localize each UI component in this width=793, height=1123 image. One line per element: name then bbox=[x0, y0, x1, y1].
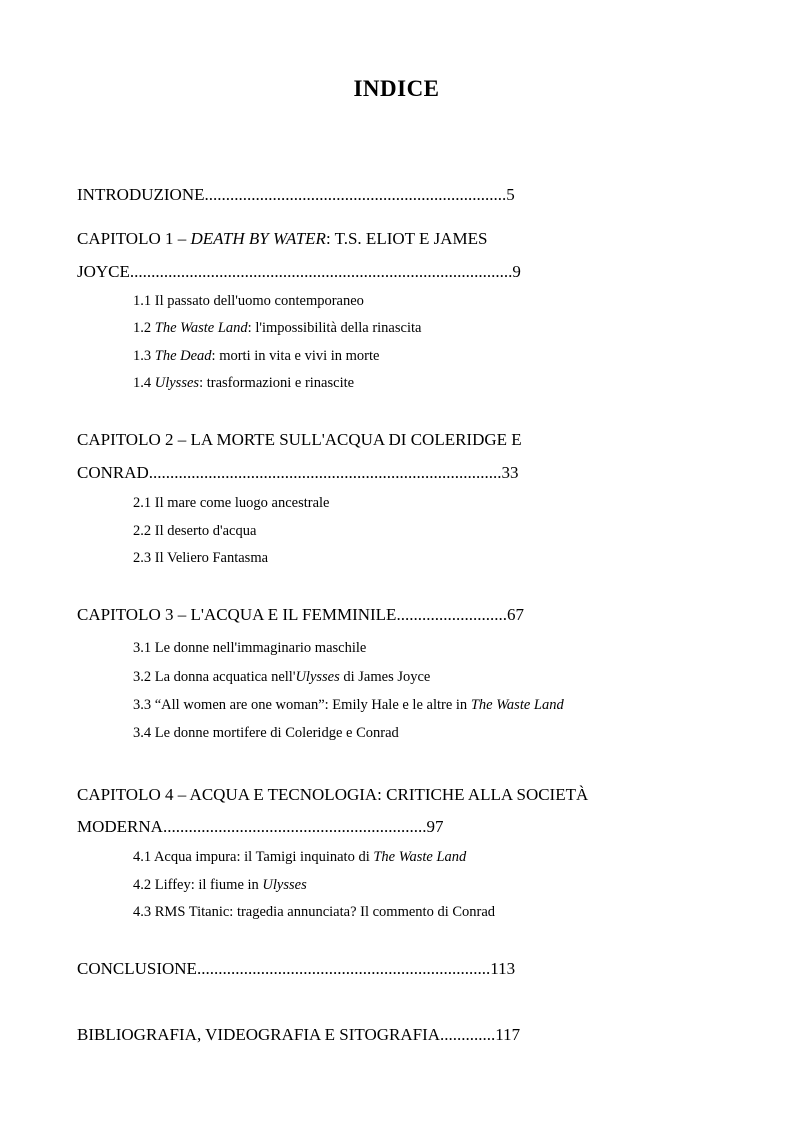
toc-entry-conclusione[interactable] bbox=[77, 959, 515, 979]
subentry-text: 1.4 bbox=[133, 375, 155, 391]
leader-dots: .......................................................................................... bbox=[129, 262, 513, 281]
page-number: 9 bbox=[512, 262, 521, 281]
page-number: 5 bbox=[506, 185, 515, 204]
subentry-text: : l'impossibilità della rinascita bbox=[247, 320, 422, 336]
entry-label: CAPITOLO 3 – L'ACQUA E IL FEMMINILE bbox=[77, 605, 397, 624]
subentry-text: 3.1 Le donne nell'immaginario maschile bbox=[133, 640, 367, 656]
toc-subentry-1-1[interactable] bbox=[133, 292, 364, 310]
toc-subentry-4-1[interactable] bbox=[133, 848, 466, 866]
toc-subentry-3-4[interactable] bbox=[133, 724, 399, 742]
toc-subentry-3-2[interactable] bbox=[133, 668, 430, 686]
subentry-italic: The Waste Land bbox=[154, 320, 248, 336]
leader-dots: ................................................................................... bbox=[148, 463, 502, 482]
leader-dots: .......................... bbox=[396, 605, 507, 624]
entry-label: BIBLIOGRAFIA, VIDEOGRAFIA E SITOGRAFIA bbox=[77, 1025, 441, 1044]
subentry-text: 4.3 RMS Titanic: tragedia annunciata? Il commento di Conrad bbox=[133, 904, 496, 920]
toc-entry-chapter-2-cont[interactable] bbox=[77, 463, 519, 483]
page-number: 113 bbox=[490, 959, 516, 978]
entry-label: JOYCE bbox=[77, 262, 130, 281]
toc-subentry-2-3[interactable] bbox=[133, 549, 268, 567]
subentry-italic: The Dead bbox=[154, 348, 212, 364]
subentry-text: 2.3 Il Veliero Fantasma bbox=[133, 550, 269, 566]
toc-subentry-1-3[interactable] bbox=[133, 347, 379, 365]
toc-subentry-4-2[interactable] bbox=[133, 876, 307, 894]
leader-dots: .............................................................. bbox=[162, 817, 427, 836]
toc-entry-chapter-1-cont[interactable] bbox=[77, 262, 521, 282]
subentry-text: 3.3 “All women are one woman”: Emily Hale e le altre in bbox=[133, 697, 471, 713]
toc-entry-bibliografia[interactable] bbox=[77, 1025, 520, 1045]
entry-label: MODERNA bbox=[77, 817, 163, 836]
entry-label: INTRODUZIONE bbox=[77, 185, 205, 204]
toc-subentry-2-1[interactable] bbox=[133, 494, 329, 512]
entry-label-italic: DEATH BY WATER bbox=[190, 229, 326, 248]
entry-label: CAPITOLO 4 – ACQUA E TECNOLOGIA: CRITICHE ALLA SOCIETÀ bbox=[77, 785, 589, 804]
entry-label: : T.S. ELIOT E JAMES bbox=[325, 229, 488, 248]
toc-entry-chapter-4-cont[interactable] bbox=[77, 817, 443, 837]
page-title: INDICE bbox=[353, 76, 440, 101]
subentry-text: 4.2 Liffey: il fiume in bbox=[133, 877, 263, 893]
toc-subentry-1-2[interactable] bbox=[133, 319, 421, 337]
subentry-italic: Ulysses bbox=[154, 375, 200, 391]
subentry-text: 1.3 bbox=[133, 348, 155, 364]
leader-dots: ............. bbox=[440, 1025, 496, 1044]
toc-subentry-2-2[interactable] bbox=[133, 522, 256, 540]
toc-entry-chapter-4[interactable] bbox=[77, 785, 588, 805]
subentry-text: 2.2 Il deserto d'acqua bbox=[133, 523, 257, 539]
subentry-text: 3.2 La donna acquatica nell' bbox=[133, 669, 296, 685]
toc-subentry-1-4[interactable] bbox=[133, 374, 354, 392]
page-number: 97 bbox=[426, 817, 444, 836]
entry-label: CONRAD bbox=[77, 463, 149, 482]
page-number: 67 bbox=[506, 605, 524, 624]
subentry-text: 1.2 bbox=[133, 320, 155, 336]
subentry-italic: The Waste Land bbox=[373, 849, 467, 865]
leader-dots: ..................................................................... bbox=[196, 959, 491, 978]
toc-entry-chapter-3[interactable] bbox=[77, 605, 524, 625]
page-number: 33 bbox=[501, 463, 519, 482]
subentry-text: 4.1 Acqua impura: il Tamigi inquinato di bbox=[133, 849, 374, 865]
toc-subentry-3-3[interactable] bbox=[133, 696, 564, 714]
leader-dots: ....................................................................... bbox=[204, 185, 507, 204]
subentry-text: : morti in vita e vivi in morte bbox=[211, 348, 380, 364]
toc-subentry-3-1[interactable] bbox=[133, 639, 366, 657]
toc-subentry-4-3[interactable] bbox=[133, 903, 495, 921]
entry-label: CAPITOLO 1 – bbox=[77, 229, 191, 248]
subentry-italic: Ulysses bbox=[262, 877, 307, 893]
subentry-text: 1.1 Il passato dell'uomo contemporaneo bbox=[133, 293, 364, 309]
subentry-text: 2.1 Il mare come luogo ancestrale bbox=[133, 495, 330, 511]
toc-entry-chapter-2[interactable] bbox=[77, 430, 522, 450]
entry-label: CAPITOLO 2 – LA MORTE SULL'ACQUA DI COLERIDGE E bbox=[77, 430, 522, 449]
subentry-text: : trasformazioni e rinascite bbox=[199, 375, 355, 391]
toc-entry-chapter-1[interactable] bbox=[77, 229, 487, 249]
entry-label: CONCLUSIONE bbox=[77, 959, 197, 978]
subentry-italic: The Waste Land bbox=[470, 697, 564, 713]
subentry-text: di James Joyce bbox=[339, 669, 431, 685]
toc-entry-introduzione[interactable] bbox=[77, 185, 515, 205]
page-number: 117 bbox=[495, 1025, 521, 1044]
subentry-text: 3.4 Le donne mortifere di Coleridge e Conrad bbox=[133, 725, 399, 741]
subentry-italic: Ulysses bbox=[295, 669, 340, 685]
